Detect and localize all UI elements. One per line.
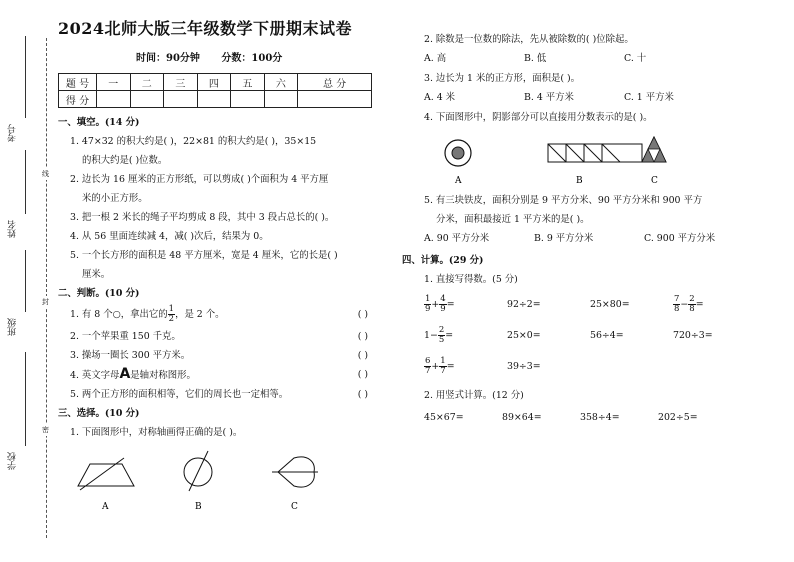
symmetry-figures bbox=[58, 442, 378, 514]
section-heading: 二、判断。(10 分) bbox=[58, 288, 140, 299]
figure-b-hatched-bar bbox=[548, 144, 642, 162]
answer-paren[interactable]: ( ) bbox=[357, 331, 368, 342]
question-text: 5. 两个正方形的面积相等，它们的周长也一定相等。 bbox=[70, 389, 289, 400]
calc-item: 56÷4= bbox=[590, 330, 624, 341]
calc-item: 25×0= bbox=[507, 330, 541, 341]
answer-paren[interactable]: ( ) bbox=[357, 309, 368, 320]
seal-char: 封 bbox=[42, 298, 49, 306]
section-heading: 四、计算。(29 分) bbox=[402, 255, 484, 266]
question-text: 1. 有 8 个○，拿出它的 bbox=[70, 309, 168, 320]
figure-label: C bbox=[291, 502, 298, 512]
calc-row bbox=[412, 351, 762, 382]
operator: + bbox=[431, 299, 440, 310]
question-line bbox=[58, 346, 378, 365]
figure-c-triangle bbox=[642, 137, 666, 162]
calc-row bbox=[412, 289, 762, 320]
question-text: 4. 英文字母 bbox=[70, 370, 120, 381]
options-row bbox=[412, 49, 762, 69]
question-line bbox=[58, 303, 378, 327]
question-line: 1. 47×32 的积大约是( )，22×81 的积大约是( )，35×15 bbox=[70, 136, 317, 147]
calc-item: 358÷4= bbox=[580, 411, 620, 423]
figure-label: B bbox=[195, 502, 202, 512]
option[interactable]: B. 低 bbox=[524, 53, 547, 64]
answer-paren[interactable]: ( ) bbox=[357, 369, 368, 380]
options-row bbox=[412, 229, 762, 249]
score-cell: 二 bbox=[130, 74, 164, 91]
fill-line bbox=[25, 150, 26, 214]
question-line: 1. 下面图形中，对称轴画得正确的是( )。 bbox=[70, 427, 243, 438]
score-input-cell[interactable] bbox=[231, 91, 265, 108]
question-line: 3. 边长为 1 米的正方形，面积是( )。 bbox=[424, 73, 581, 84]
right-column bbox=[402, 30, 762, 429]
question-text: 3. 操场一圈长 300 平方米。 bbox=[70, 350, 191, 361]
denominator: 8 bbox=[674, 304, 680, 314]
option[interactable]: C. 900 平方分米 bbox=[644, 233, 716, 244]
score-table-score-row bbox=[59, 91, 372, 108]
fraction bbox=[688, 295, 695, 314]
score-cell: 六 bbox=[264, 74, 298, 91]
calc-item: 89×64= bbox=[502, 411, 542, 423]
question-line bbox=[58, 365, 378, 385]
letter-a-figure: A bbox=[119, 366, 131, 382]
figure-b-circle bbox=[184, 451, 212, 491]
numerator: 1 bbox=[440, 356, 446, 366]
section-judge bbox=[58, 284, 378, 404]
calc-item: 720÷3= bbox=[673, 330, 713, 341]
option[interactable]: B. 9 平方分米 bbox=[534, 233, 594, 244]
answer-paren[interactable]: ( ) bbox=[357, 350, 368, 361]
binding-margin bbox=[0, 0, 60, 562]
question-line: 厘米。 bbox=[82, 269, 111, 280]
option[interactable]: C. 十 bbox=[624, 53, 647, 64]
score-input-cell[interactable] bbox=[164, 91, 198, 108]
figure-label: A bbox=[102, 502, 109, 512]
figure-label: A bbox=[455, 176, 462, 186]
calc-item: 202÷5= bbox=[658, 411, 698, 423]
answer-paren[interactable]: ( ) bbox=[357, 389, 368, 400]
denominator: 7 bbox=[425, 366, 431, 376]
sub-heading: 1. 直接写得数。(5 分) bbox=[424, 274, 518, 285]
option[interactable]: A. 4 米 bbox=[424, 92, 456, 103]
score-table bbox=[58, 73, 372, 108]
left-column bbox=[58, 16, 378, 514]
score-cell: 四 bbox=[197, 74, 231, 91]
figure-a-trapezoid bbox=[78, 458, 134, 490]
denominator: 9 bbox=[425, 304, 431, 314]
binding-label-class: 班级 bbox=[8, 318, 18, 336]
question-line bbox=[58, 385, 378, 404]
fill-line bbox=[25, 352, 26, 446]
binding-label-exam-number: 考号 bbox=[8, 124, 18, 142]
question-line: 2. 边长为 16 厘米的正方形纸，可以剪成( )个面积为 4 平方厘 bbox=[70, 174, 329, 185]
option[interactable]: A. 高 bbox=[424, 53, 447, 64]
section-heading: 三、选择。(10 分) bbox=[58, 408, 140, 419]
section-heading: 一、填空。(14 分) bbox=[58, 117, 140, 128]
score-label: 分数：100分 bbox=[221, 53, 283, 64]
sub-heading: 2. 用竖式计算。(12 分) bbox=[424, 390, 524, 401]
numerator: 1 bbox=[425, 294, 431, 304]
calc-row bbox=[412, 405, 762, 429]
question-line: 5. 一个长方形的面积是 48 平方厘米，宽是 4 厘米，它的长是( ) bbox=[70, 250, 338, 261]
options-row bbox=[412, 88, 762, 108]
question-line: 2. 除数是一位数的除法，先从被除数的( )位除起。 bbox=[424, 34, 634, 45]
page-title: 2024北师大版三年级数学下册期末试卷 bbox=[58, 19, 353, 38]
option[interactable]: B. 4 平方米 bbox=[524, 92, 574, 103]
calc-item: 92÷2= bbox=[507, 299, 541, 310]
fraction bbox=[168, 305, 175, 324]
numerator: 2 bbox=[438, 325, 445, 335]
question-line: 米的小正方形。 bbox=[82, 193, 148, 204]
score-cell: 得 分 bbox=[59, 91, 97, 108]
section-fill-in bbox=[58, 113, 378, 284]
figure-label: B bbox=[576, 176, 583, 186]
question-line: 的积大约是( )位数。 bbox=[82, 155, 168, 166]
score-cell: 五 bbox=[231, 74, 265, 91]
denominator: 5 bbox=[438, 335, 445, 345]
question-line: 分米，面积最接近 1 平方米的是( )。 bbox=[436, 214, 590, 225]
shaded-figures bbox=[412, 127, 762, 187]
binding-label-school: 学校 bbox=[8, 452, 18, 470]
score-cell: 总 分 bbox=[298, 74, 372, 91]
score-cell: 三 bbox=[164, 74, 198, 91]
question-line: 3. 把一根 2 米长的绳子平均剪成 8 段，其中 3 段占总长的( )。 bbox=[70, 212, 335, 223]
score-input-cell[interactable] bbox=[298, 91, 372, 108]
section-choice bbox=[58, 404, 378, 514]
score-input-cell[interactable] bbox=[264, 91, 298, 108]
question-text: 2. 一个苹果重 150 千克。 bbox=[70, 331, 181, 342]
score-cell: 一 bbox=[97, 74, 131, 91]
operator: + bbox=[431, 361, 440, 372]
question-line: 4. 从 56 里面连续减 4，减( )次后，结果为 0。 bbox=[70, 231, 269, 242]
fill-line bbox=[25, 36, 26, 118]
symmetry-figures-svg bbox=[58, 442, 378, 514]
question-line: 5. 有三块铁皮，面积分别是 9 平方分米、90 平方分米和 900 平方 bbox=[424, 195, 703, 206]
denominator: 2 bbox=[168, 314, 175, 324]
fraction bbox=[439, 357, 446, 376]
whole-part: 1− bbox=[424, 330, 438, 341]
calc-item: 45×67= bbox=[424, 411, 464, 423]
question-text: 是轴对称图形。 bbox=[130, 370, 196, 381]
denominator: 7 bbox=[440, 366, 446, 376]
fraction bbox=[439, 295, 446, 314]
fill-line bbox=[25, 250, 26, 312]
calc-item: 1− $\frac{2}{5}$ = bbox=[424, 325, 454, 345]
figure-a-rings bbox=[445, 140, 471, 166]
numerator: 7 bbox=[674, 294, 680, 304]
question-line bbox=[58, 327, 378, 346]
denominator: 9 bbox=[440, 304, 446, 314]
numerator: 6 bbox=[425, 356, 431, 366]
binding-dashed-line bbox=[46, 38, 47, 538]
score-input-cell[interactable] bbox=[97, 91, 131, 108]
seal-char: 密 bbox=[42, 426, 49, 434]
denominator: 8 bbox=[689, 304, 695, 314]
calc-item: 25×80= bbox=[590, 299, 630, 310]
figure-label: C bbox=[651, 176, 658, 186]
calc-item: $\frac{7}{8}$ − $\frac{2}{8}$ = bbox=[674, 294, 704, 314]
time-label: 时间：90分钟 bbox=[136, 53, 200, 64]
binding-label-name: 姓名 bbox=[8, 220, 18, 238]
calc-row bbox=[412, 320, 762, 351]
calc-item: $\frac{6}{7}$ + $\frac{1}{7}$ = bbox=[425, 356, 455, 376]
fraction bbox=[438, 326, 445, 345]
shaded-figures-svg bbox=[412, 127, 762, 187]
option[interactable]: A. 90 平方分米 bbox=[424, 233, 490, 244]
seal-char: 线 bbox=[42, 170, 49, 178]
operator: − bbox=[680, 299, 689, 310]
calc-item: 39÷3= bbox=[507, 361, 541, 372]
option[interactable]: C. 1 平方米 bbox=[624, 92, 674, 103]
figure-c-heart bbox=[272, 457, 318, 487]
numerator: 1 bbox=[168, 304, 175, 314]
question-line: 4. 下面图形中，阴影部分可以直接用分数表示的是( )。 bbox=[424, 112, 653, 123]
score-input-cell[interactable] bbox=[130, 91, 164, 108]
calc-item: $\frac{1}{9}$ + $\frac{4}{9}$ = bbox=[425, 294, 455, 314]
question-text: ，是 2 个。 bbox=[175, 309, 225, 320]
numerator: 4 bbox=[440, 294, 446, 304]
exam-meta bbox=[136, 49, 378, 64]
score-cell: 题 号 bbox=[59, 74, 97, 91]
numerator: 2 bbox=[689, 294, 695, 304]
score-table-header-row bbox=[59, 74, 372, 91]
score-input-cell[interactable] bbox=[197, 91, 231, 108]
